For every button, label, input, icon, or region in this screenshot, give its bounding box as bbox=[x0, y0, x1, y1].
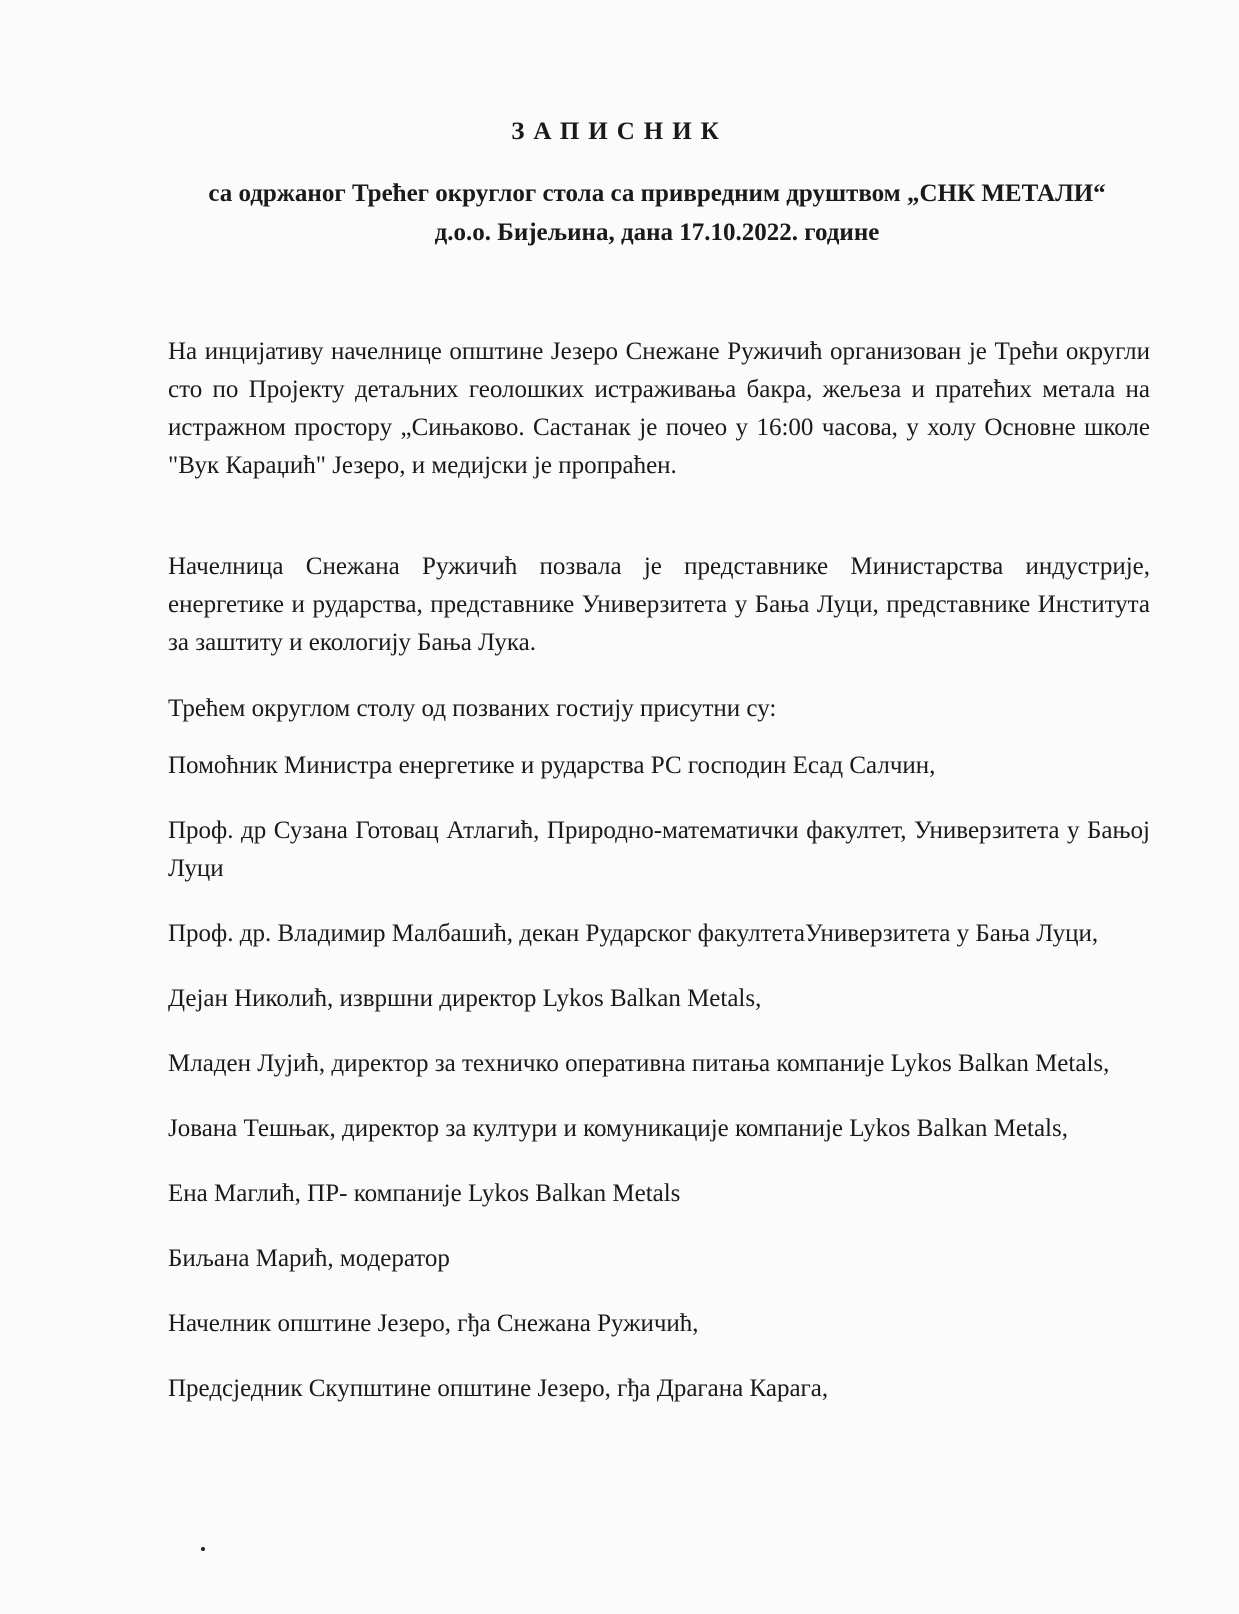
attendee-item: Ена Маглић, ПР- компаније Lykos Balkan Metals bbox=[168, 1180, 681, 1207]
attendee-list bbox=[168, 747, 1150, 1435]
attendee-item: Дејан Николић, извршни директор Lykos Balkan Metals, bbox=[168, 985, 762, 1012]
attendee-item: Проф. др. Владимир Малбашић, декан Рударског факултетаУниверзитета у Бања Луци, bbox=[168, 920, 1099, 947]
attendee-item: Предсједник Скупштине општине Језеро, гђа Драгана Карага, bbox=[168, 1375, 829, 1402]
attendee-item: Помоћник Министра енергетике и рударства РС господин Есад Салчин, bbox=[168, 752, 936, 779]
attendee-item: Јована Тешњак, директор за култури и комуникације компаније Lykos Balkan Metals, bbox=[168, 1115, 1068, 1142]
attendee-item: Начелник општине Језеро, гђа Снежана Ружичић, bbox=[168, 1310, 699, 1337]
attendee-item: Младен Лујић, директор за техничко оперативна питања компаније Lykos Balkan Metals, bbox=[168, 1050, 1110, 1077]
attendee-item: Проф. др Сузана Готовац Атлагић, Природно-математички факултет, Универзитета у Бањој Луци bbox=[168, 817, 1150, 882]
document-subtitle: са одржаног Трећег округлог стола са привредним друштвом „СНК МЕТАЛИ“ д.о.о. Бијељина, дана 17.10.2022. године bbox=[208, 180, 1106, 246]
invitation-paragraph: Начелница Снежана Ружичић позвала је представнике Министарства индустрије, енергетике и рударства, представнике Универзитета у Бања Луци, представнике Института за заштиту и екологију Бања Лука. bbox=[168, 553, 1150, 656]
document-title: ЗАПИСНИК bbox=[511, 118, 728, 145]
scan-speck-mark bbox=[201, 1547, 205, 1551]
attendee-item: Биљана Марић, модератор bbox=[168, 1245, 450, 1272]
intro-paragraph: На инцијативу начелнице општине Језеро Снежане Ружичић организован је Трећи округли сто по Пројекту детаљних геолошких истраживања бакра, жељеза и пратећих метала на истражном простору „Сињаково. Састанак је почео у 16:00 часова, у холу Основне школе "Вук Караџић" Језеро, и медијски је пропраћен. bbox=[168, 338, 1150, 479]
attendees-heading: Трећем округлом столу од позваних гостију присутни су: bbox=[168, 695, 777, 722]
